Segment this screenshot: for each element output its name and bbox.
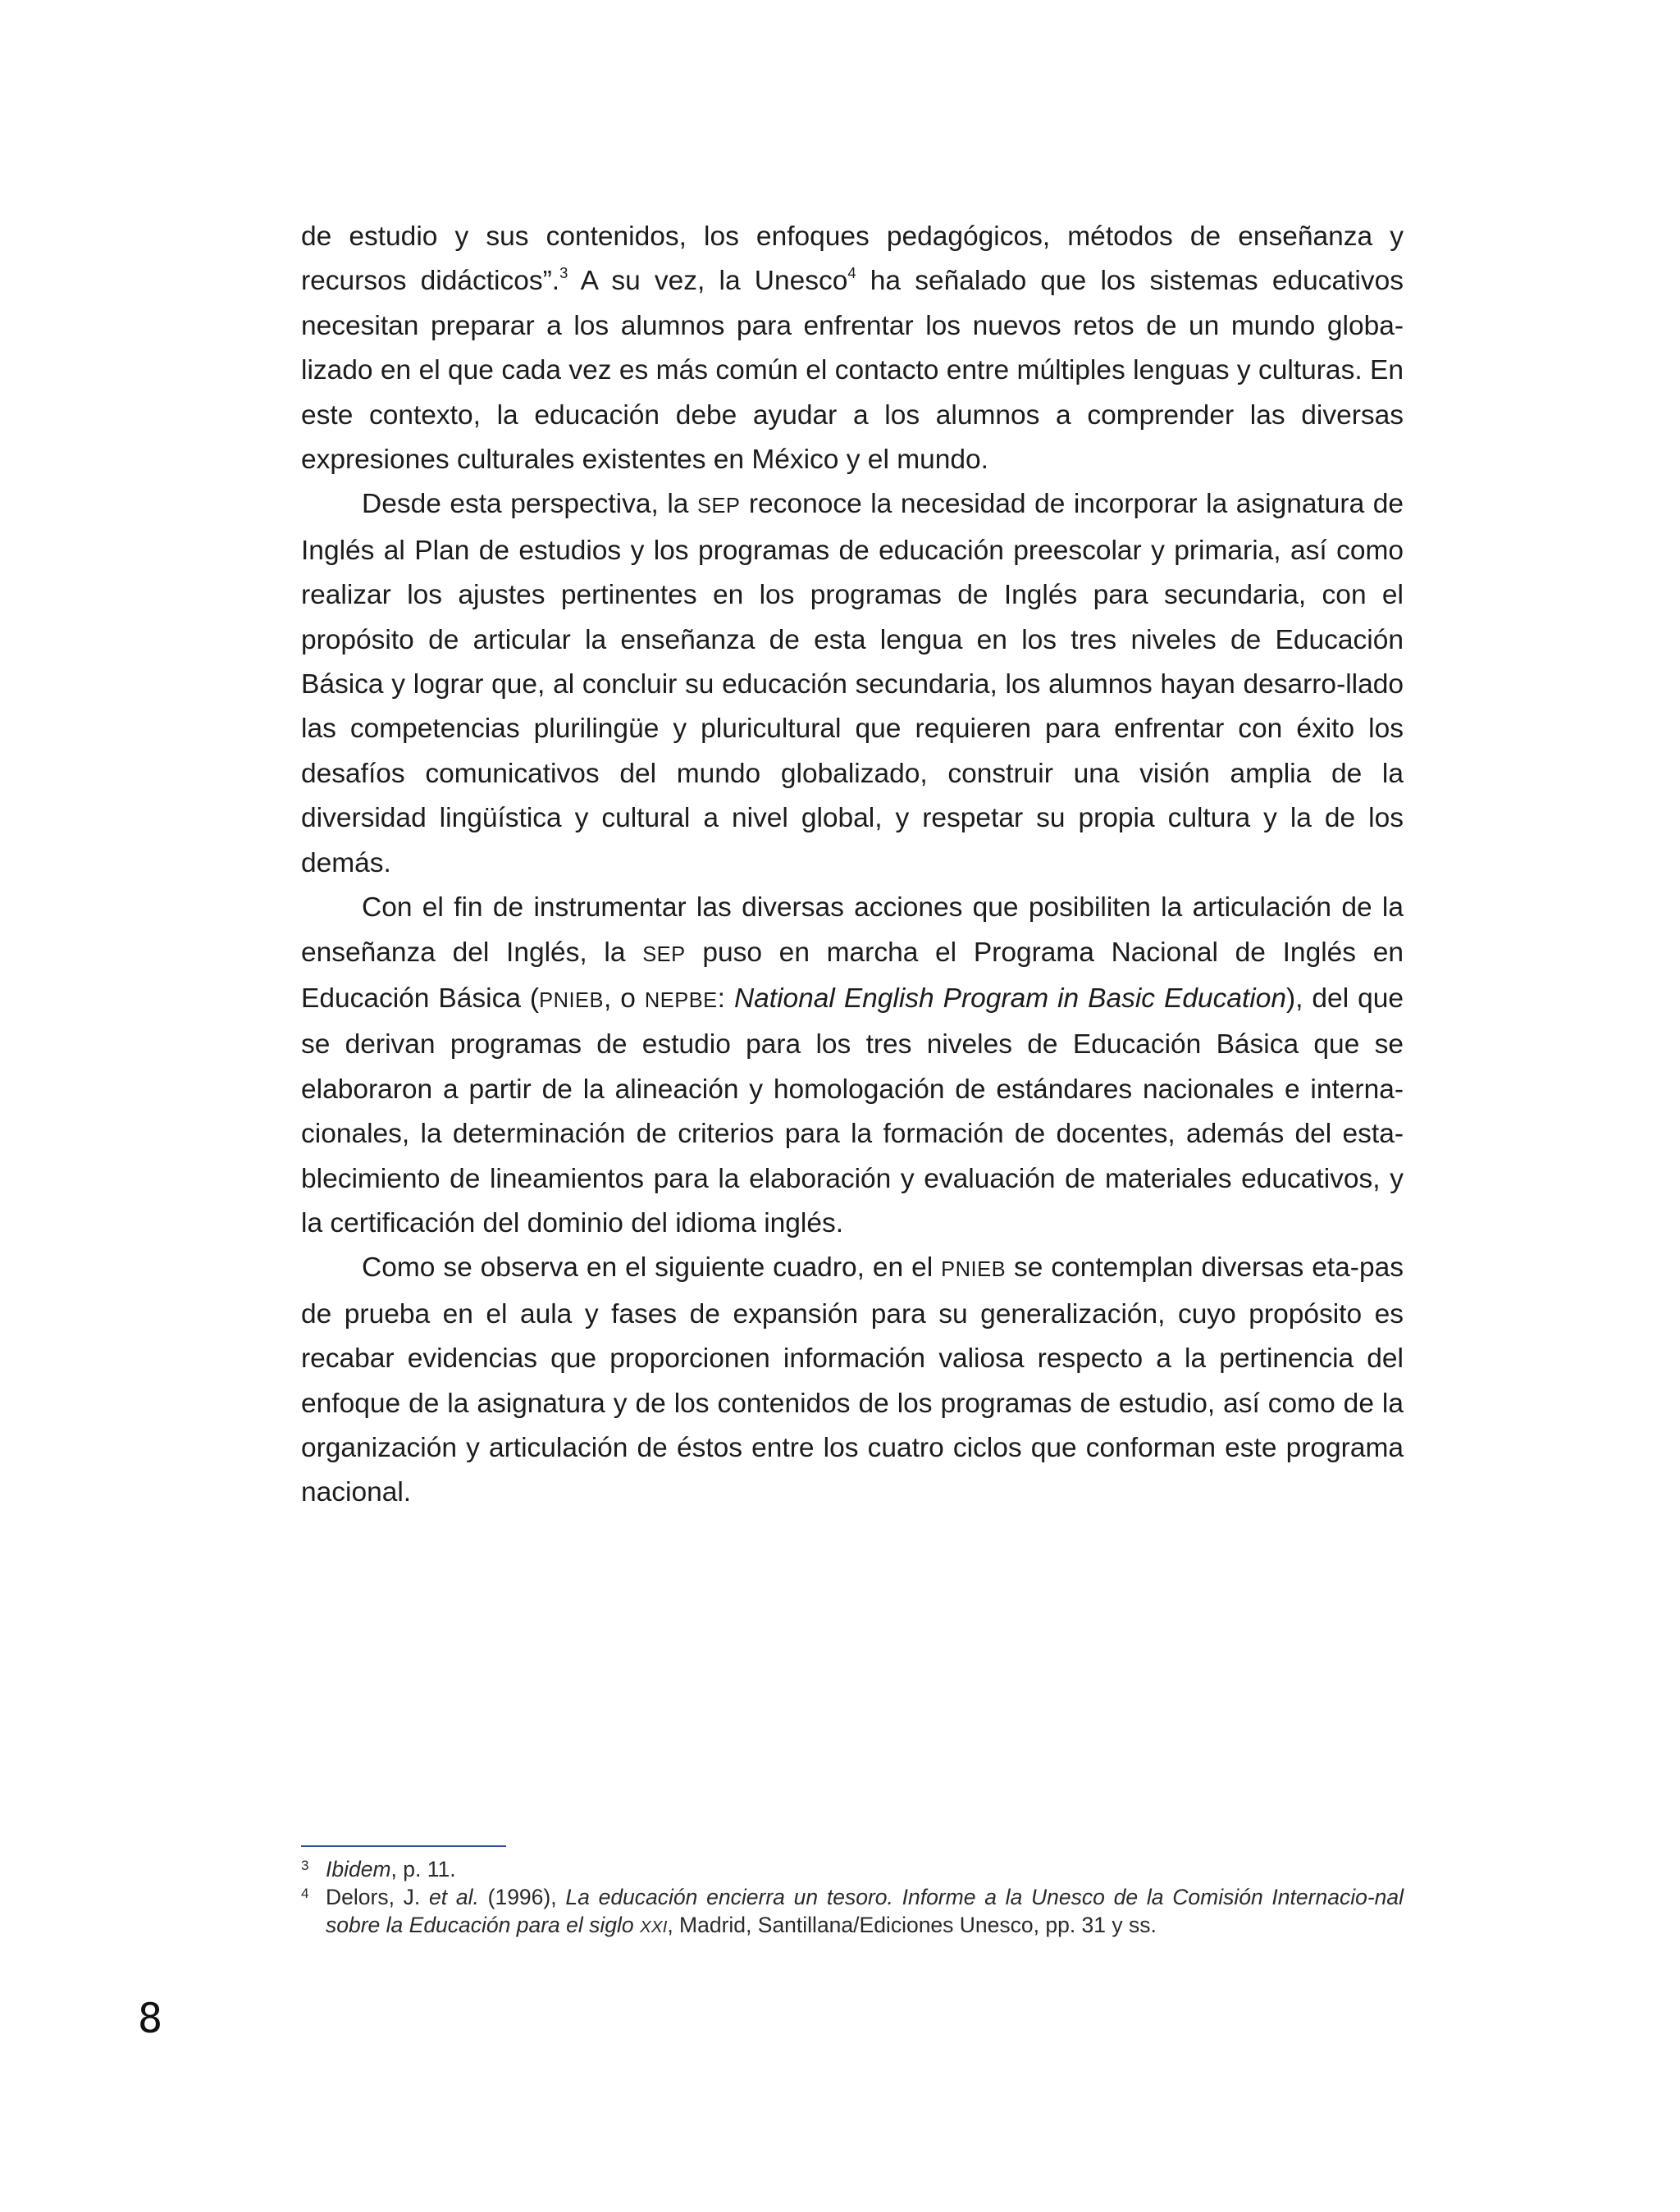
footnote-ibidem: Ibidem [326,1857,391,1881]
text-run: Como se observa en el siguiente cuadro, en el [362,1252,942,1284]
acronym-nepbe: NEPBE [644,988,718,1012]
acronym-sep: SEP [642,942,686,966]
text-run: Con el fin de instrumentar las diversas acciones que posibiliten la articulación de la enseñanza del Inglés, la [301,892,1404,968]
footnote-text: , p. 11. [390,1857,456,1881]
acronym-sep: SEP [696,495,741,518]
body-text [301,215,1404,1516]
acronym-pnieb: PNIEB [539,988,604,1012]
footnote-3 [301,1855,1404,1883]
footnotes [301,1855,1404,1941]
text-run: ), del que se derivan programas de estudio para los tres niveles de Educación Básica que se elaboraron a partir de la alineación y homologación de estándares nacionales e interna-cionales, la determinación de criterios para la formación de docentes, además del esta-blecimiento de lineamientos para la elaboración y evaluación de materiales educativos, y la certificación del dominio del idioma inglés. [301,983,1404,1238]
footnote-text: , Madrid, Santillana/Ediciones Unesco, pp. 31 y ss. [667,1913,1157,1937]
paragraph-2 [301,482,1404,886]
paragraph-3 [301,886,1404,1246]
footnote-separator [301,1845,506,1847]
text-run: puso en marcha el Programa Nacional de Inglés en Educación Básica ( [301,937,1404,1014]
text-run: A su vez, la Unesco [568,266,848,297]
footnote-4 [301,1883,1404,1941]
text-run: ha señalado que los sistemas educativos necesitan preparar a los alumnos para enfrentar los nuevos retos de un mundo globa-lizado en el que cada vez es más común el contacto entre múltiples lenguas y culturas. En este contexto, la educación debe ayudar a los alumnos a comprender las diversas expresiones culturales existentes en México y el mundo. [301,266,1404,476]
page-number: 8 [138,1995,163,2042]
footnote-number: 3 [301,1858,309,1873]
footnote-ref-3[interactable]: 3 [559,264,568,282]
footnote-ref-4[interactable]: 4 [847,264,856,282]
footnote-book-title: La educación encierra un tesoro. Informe a la Unesco de la Comisión Internacio-nal sobre la Educación para el siglo [326,1885,1404,1937]
footnote-text: Delors, J. [326,1885,430,1909]
text-run: reconoce la necesidad de incorporar la asignatura de Inglés al Plan de estudios y los programas de educación preescolar y primaria, así como realizar los ajustes pertinentes en los programas de Inglés para secundaria, con el propósito de articular la enseñanza de esta lengua en los tres niveles de Educación Básica y lograr que, al concluir su educación secundaria, los alumnos hayan desarro-llado las competencias plurilingüe y pluricultural que requieren para enfrentar con éxito los desafíos comunicativos del mundo globalizado, construir una visión amplia de la diversidad lingüística y cultural a nivel global, y respetar su propia cultura y la de los demás. [301,489,1404,878]
acronym-pnieb: PNIEB [941,1258,1007,1282]
text-run: de estudio y sus contenidos, los enfoques pedagógicos, métodos de enseñanza y recursos didácticos”. [301,221,1404,297]
text-run: , o [603,983,645,1014]
footnote-number: 4 [301,1886,309,1901]
footnote-et-al: et al. [429,1885,479,1909]
text-run: se contemplan diversas eta-pas de prueba en el aula y fases de expansión para su generalización, cuyo propósito es recabar evidencias que proporcionen información valiosa respecto a la pertinencia del enfoque de la asignatura y de los contenidos de los programas de estudio, así como de la organización y articulación de éstos entre los cuatro ciclos que conforman este programa nacional. [301,1252,1404,1508]
paragraph-4 [301,1246,1404,1515]
text-run: Desde esta perspectiva, la [362,489,697,520]
paragraph-1 [301,215,1404,482]
footnote-text: (1996), [478,1885,566,1909]
footnote-century: XXI [640,1918,668,1936]
text-run: : [717,983,734,1014]
program-name-english: National English Program in Basic Education [733,983,1286,1014]
